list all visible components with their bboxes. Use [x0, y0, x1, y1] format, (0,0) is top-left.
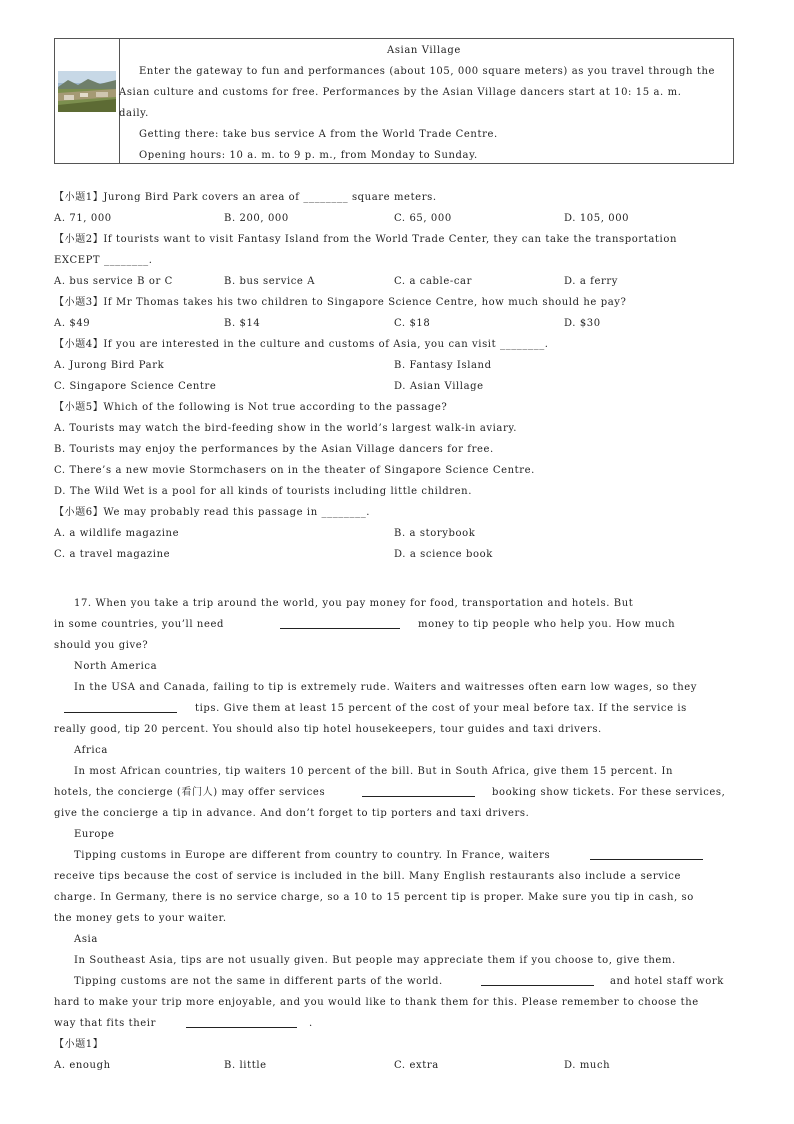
card-getting-there: Getting there: take bus service A from the World Trade Centre. [139, 129, 498, 140]
option: B. $14 [224, 318, 261, 329]
section-heading: Africa [74, 745, 108, 756]
passage-text: booking show tickets. For these services, [492, 787, 726, 798]
question [54, 506, 370, 520]
passage-text: receive tips because the cost of service is included in the bill. Many English restaurants also include a service [54, 871, 681, 882]
passage-text: really good, tip 20 percent. You should also tip hotel housekeepers, tour guides and taxi drivers. [54, 724, 602, 735]
question [54, 233, 677, 247]
option: A. $49 [54, 318, 91, 329]
option: B. Fantasy Island [394, 360, 492, 371]
option: C. a cable-car [394, 276, 472, 287]
question-label: 【小题5】 [54, 402, 104, 413]
option: B. 200, 000 [224, 213, 289, 224]
option: C. Singapore Science Centre [54, 381, 217, 392]
option: C. 65, 000 [394, 213, 452, 224]
passage-text: hard to make your trip more enjoyable, and you would like to thank them for this. Please remember to choose the [54, 997, 699, 1008]
card-description: daily. [119, 108, 149, 119]
card-description: Enter the gateway to fun and performances (about 105, 000 square meters) as you travel through the [139, 66, 716, 77]
question [54, 401, 447, 415]
option: D. much [564, 1060, 611, 1071]
option: D. 105, 000 [564, 213, 630, 224]
passage-text: in some countries, you’ll need [54, 619, 224, 630]
card-description: Asian culture and customs for free. Performances by the Asian Village dancers start at 10: 15 a. m. [119, 87, 682, 98]
passage-text: hotels, the concierge (看门人) may offer services [54, 787, 326, 798]
passage-text: money to tip people who help you. How much [418, 619, 676, 630]
option: B. little [224, 1060, 267, 1071]
question-text: Which of the following is Not true according to the passage? [103, 402, 448, 413]
passage-text: and hotel staff work [610, 976, 724, 987]
section-heading: North America [74, 661, 158, 672]
question-text: If tourists want to visit Fantasy Island from the World Trade Center, they can take the transportation [103, 234, 678, 245]
question-label: 【小题6】 [54, 507, 104, 518]
option: B. Tourists may enjoy the performances by the Asian Village dancers for free. [54, 444, 494, 455]
question-label: 【小题1】 [54, 192, 104, 203]
option: A. Tourists may watch the bird-feeding show in the world’s largest walk-in aviary. [54, 423, 518, 434]
answer-blank [280, 618, 400, 629]
option: C. There’s a new movie Stormchasers on in the theater of Singapore Science Centre. [54, 465, 535, 476]
passage-text: charge. In Germany, there is no service charge, so a 10 to 15 percent tip is proper. Make sure you tip in cash, so [54, 892, 694, 903]
option: A. bus service B or C [54, 276, 173, 287]
answer-blank [590, 849, 703, 860]
answer-blank [64, 702, 177, 713]
option: B. bus service A [224, 276, 316, 287]
option: A. Jurong Bird Park [54, 360, 165, 371]
card-opening-hours: Opening hours: 10 a. m. to 9 p. m., from Monday to Sunday. [139, 150, 478, 161]
question-text: If you are interested in the culture and customs of Asia, you can visit ________. [103, 339, 549, 350]
question-text: Jurong Bird Park covers an area of ________ square meters. [103, 192, 437, 203]
option: A. 71, 000 [54, 213, 112, 224]
answer-blank [362, 786, 475, 797]
option: D. a science book [394, 549, 493, 560]
option: A. a wildlife magazine [54, 528, 180, 539]
passage-text: . [309, 1018, 313, 1029]
option: C. $18 [394, 318, 431, 329]
passage-text: Tipping customs are not the same in different parts of the world. [74, 976, 443, 987]
passage-text: the money gets to your waiter. [54, 913, 227, 924]
passage-text: In Southeast Asia, tips are not usually given. But people may appreciate them if you choose to, give them. [74, 955, 676, 966]
question [54, 191, 437, 205]
option: B. a storybook [394, 528, 476, 539]
option: A. enough [54, 1060, 111, 1071]
question-label: 【小题2】 [54, 234, 104, 245]
option: D. Asian Village [394, 381, 484, 392]
passage-text: Tipping customs in Europe are different from country to country. In France, waiters [74, 850, 551, 861]
asian-village-card [54, 38, 734, 164]
answer-blank [481, 975, 594, 986]
question-label: 【小题1】 [54, 1039, 104, 1050]
section-heading: Asia [74, 934, 98, 945]
passage-text: should you give? [54, 640, 149, 651]
question-text: If Mr Thomas takes his two children to Singapore Science Centre, how much should he pay? [103, 297, 627, 308]
option: C. extra [394, 1060, 439, 1071]
card-divider [119, 39, 120, 163]
question-text: We may probably read this passage in ________. [103, 507, 371, 518]
passage-text: tips. Give them at least 15 percent of the cost of your meal before tax. If the service is [195, 703, 687, 714]
asian-village-photo [58, 71, 116, 112]
passage-text: give the concierge a tip in advance. And don’t forget to tip porters and taxi drivers. [54, 808, 530, 819]
question-label: 【小题3】 [54, 297, 104, 308]
passage-text: 17. When you take a trip around the world, you pay money for food, transportation and hotels. But [74, 598, 634, 609]
option: D. The Wild Wet is a pool for all kinds of tourists including little children. [54, 486, 472, 497]
answer-blank [186, 1017, 297, 1028]
question-text-continued: EXCEPT ________. [54, 255, 153, 266]
passage-text: In most African countries, tip waiters 10 percent of the bill. But in South Africa, give them 15 percent. In [74, 766, 674, 777]
question [54, 338, 549, 352]
option: D. $30 [564, 318, 601, 329]
question [54, 296, 626, 310]
passage-text: In the USA and Canada, failing to tip is extremely rude. Waiters and waitresses often earn low wages, so they [74, 682, 698, 693]
question-label: 【小题4】 [54, 339, 104, 350]
passage-text: way that fits their [54, 1018, 156, 1029]
option: D. a ferry [564, 276, 618, 287]
option: C. a travel magazine [54, 549, 171, 560]
card-title: Asian Village [387, 45, 461, 56]
section-heading: Europe [74, 829, 115, 840]
